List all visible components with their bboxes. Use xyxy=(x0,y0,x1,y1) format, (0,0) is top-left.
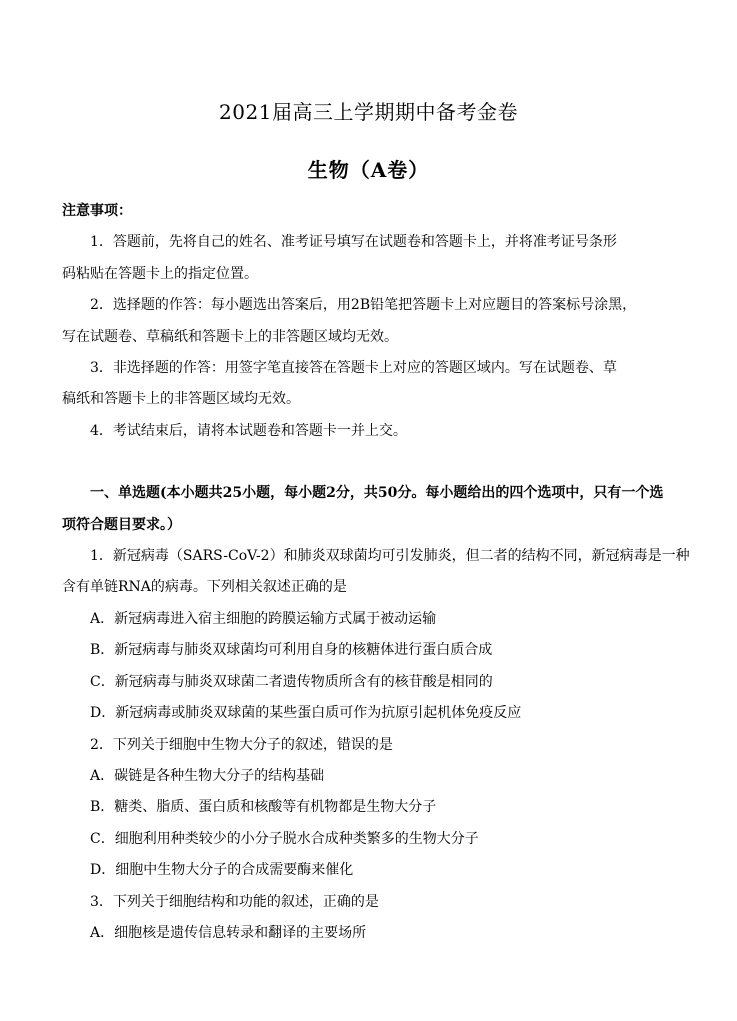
notice-line: 1．答题前，先将自己的姓名、准考证号填写在试题卷和答题卡上，并将准考证号条形 xyxy=(90,234,617,251)
option-d: D．新冠病毒或肺炎双球菌的某些蛋白质可作为抗原引起机体免疫反应 xyxy=(90,705,522,722)
question-3 xyxy=(62,887,676,950)
question-stem: 2．下列关于细胞中生物大分子的叙述，错误的是 xyxy=(90,736,393,753)
section-heading-line: 项符合题目要求。） xyxy=(62,516,181,533)
notice-line: 写在试题卷、草稿纸和答题卡上的非答题区域均无效。 xyxy=(62,328,398,345)
notice-item-1 xyxy=(62,227,676,290)
question-2 xyxy=(62,730,676,887)
question-stem: 含有单链RNA的病毒。下列相关叙述正确的是 xyxy=(62,579,347,596)
notice-heading: 注意事项： xyxy=(62,203,132,219)
exam-title: 2021届高三上学期期中备考金卷 xyxy=(219,100,518,124)
notice-line: 2．选择题的作答：每小题选出答案后，用2B铅笔把答题卡上对应题目的答案标号涂黑， xyxy=(90,297,637,314)
section-heading-line: 一、单选题(本小题共25小题，每小题2分，共50分。每小题给出的四个选项中，只有一个选 xyxy=(90,485,664,502)
question-1 xyxy=(62,541,690,729)
option-c: C．新冠病毒与肺炎双球菌二者遗传物质所含有的核苷酸是相同的 xyxy=(90,673,493,690)
option-c: C．细胞利用种类较少的小分子脱水合成种类繁多的生物大分子 xyxy=(90,830,479,847)
notice-item-4 xyxy=(62,416,676,447)
notice-line: 3．非选择题的作答：用签字笔直接答在答题卡上对应的答题区域内。写在试题卷、草 xyxy=(90,360,617,377)
option-d: D．细胞中生物大分子的合成需要酶来催化 xyxy=(90,862,354,879)
notice-line: 码粘贴在答题卡上的指定位置。 xyxy=(62,265,258,282)
option-a: A．新冠病毒进入宿主细胞的跨膜运输方式属于被动运输 xyxy=(90,610,437,627)
option-a: A．碳链是各种生物大分子的结构基础 xyxy=(90,767,325,784)
option-b: B．新冠病毒与肺炎双球菌均可利用自身的核糖体进行蛋白质合成 xyxy=(90,642,493,659)
section-spacer xyxy=(62,447,676,478)
section-heading xyxy=(62,478,676,541)
notice-item-3 xyxy=(62,353,676,416)
question-stem: 3．下列关于细胞结构和功能的叙述，正确的是 xyxy=(90,893,379,910)
notice-item-2 xyxy=(62,290,676,353)
option-a: A．细胞核是遗传信息转录和翻译的主要场所 xyxy=(90,924,367,941)
notice-line: 稿纸和答题卡上的非答题区域均无效。 xyxy=(62,391,300,408)
exam-body xyxy=(62,196,690,949)
exam-subtitle: 生物（A卷） xyxy=(307,158,430,182)
notice-line: 4．考试结束后，请将本试题卷和答题卡一并上交。 xyxy=(90,422,407,439)
option-b: B．糖类、脂质、蛋白质和核酸等有机物都是生物大分子 xyxy=(90,799,437,816)
question-stem: 1．新冠病毒（SARS-CoV-2）和肺炎双球菌均可引发肺炎，但二者的结构不同，新冠病毒是一种 xyxy=(90,548,690,565)
